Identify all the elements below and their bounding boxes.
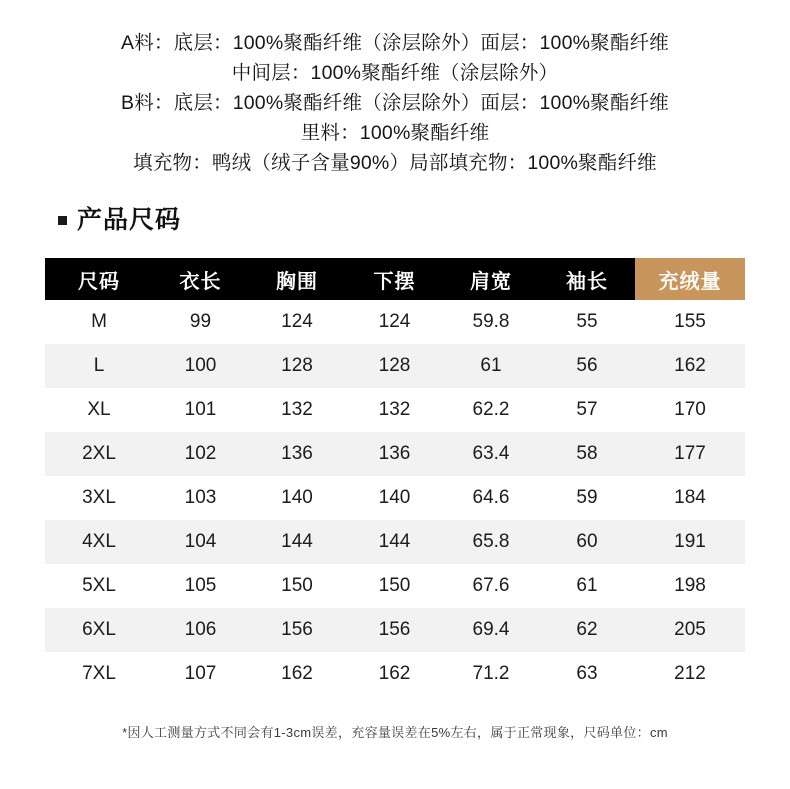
cell-bust: 162	[281, 663, 313, 684]
cell-hem: 156	[378, 619, 411, 640]
material-line: A料：底层：100%聚酯纤维（涂层除外）面层：100%聚酯纤维	[121, 32, 669, 54]
cell-size: XL	[87, 399, 111, 420]
cell-down-fill: 184	[674, 487, 706, 508]
material-composition-block	[0, 0, 790, 178]
cell-size: 4XL	[82, 531, 116, 552]
cell-length: 107	[184, 663, 217, 684]
size-table-container	[45, 258, 745, 696]
table-row	[45, 300, 745, 344]
cell-shoulder: 71.2	[472, 663, 510, 684]
table-row	[45, 652, 745, 696]
cell-size: M	[91, 311, 107, 332]
square-bullet-icon	[58, 216, 67, 225]
cell-length: 104	[184, 531, 217, 552]
measurement-footnote: *因人工测量方式不同会有1-3cm误差，充容量误差在5%左右，属于正常现象，尺码单位：cm	[122, 725, 668, 740]
cell-bust: 156	[281, 619, 313, 640]
size-table-body	[45, 300, 745, 696]
table-row	[45, 432, 745, 476]
cell-sleeve: 62	[576, 619, 598, 640]
cell-down-fill: 155	[674, 311, 706, 332]
cell-sleeve: 61	[576, 575, 598, 596]
cell-down-fill: 205	[674, 619, 706, 640]
cell-sleeve: 58	[576, 443, 598, 464]
cell-hem: 144	[378, 531, 411, 552]
material-line: 里料：100%聚酯纤维	[300, 122, 490, 144]
table-row	[45, 564, 745, 608]
cell-sleeve: 60	[576, 531, 598, 552]
material-line: 中间层：100%聚酯纤维（涂层除外）	[231, 62, 559, 84]
table-row	[45, 388, 745, 432]
cell-size: 2XL	[82, 443, 116, 464]
cell-hem: 140	[378, 487, 411, 508]
material-line: B料：底层：100%聚酯纤维（涂层除外）面层：100%聚酯纤维	[121, 92, 669, 114]
cell-down-fill: 191	[674, 531, 706, 552]
cell-hem: 150	[378, 575, 411, 596]
size-table-header	[45, 258, 745, 300]
size-table	[45, 258, 745, 696]
cell-hem: 128	[378, 355, 411, 376]
cell-size: 7XL	[82, 663, 116, 684]
cell-size: 3XL	[82, 487, 116, 508]
cell-down-fill: 170	[674, 399, 706, 420]
cell-shoulder: 63.4	[472, 443, 510, 464]
cell-length: 102	[184, 443, 217, 464]
table-row	[45, 608, 745, 652]
table-row	[45, 520, 745, 564]
section-heading	[58, 200, 790, 236]
cell-size: 5XL	[82, 575, 116, 596]
cell-down-fill: 198	[674, 575, 706, 596]
cell-sleeve: 59	[576, 487, 598, 508]
cell-bust: 128	[281, 355, 313, 376]
cell-length: 100	[184, 355, 217, 376]
table-header-row	[45, 258, 745, 300]
cell-down-fill: 162	[674, 355, 706, 376]
cell-sleeve: 56	[576, 355, 598, 376]
cell-shoulder: 65.8	[472, 531, 510, 552]
cell-length: 103	[184, 487, 217, 508]
column-header-bust: 胸围	[248, 258, 346, 300]
cell-shoulder: 61	[480, 355, 502, 376]
cell-sleeve: 63	[576, 663, 598, 684]
cell-shoulder: 64.6	[472, 487, 510, 508]
page-title: 产品尺码	[77, 206, 182, 234]
cell-bust: 132	[281, 399, 313, 420]
cell-down-fill: 212	[674, 663, 706, 684]
cell-shoulder: 62.2	[472, 399, 510, 420]
cell-hem: 124	[378, 311, 411, 332]
cell-sleeve: 57	[576, 399, 598, 420]
cell-bust: 124	[281, 311, 313, 332]
cell-bust: 144	[281, 531, 313, 552]
cell-bust: 150	[281, 575, 313, 596]
column-header-hem: 下摆	[346, 258, 443, 300]
cell-length: 106	[184, 619, 217, 640]
table-row	[45, 476, 745, 520]
cell-shoulder: 69.4	[472, 619, 510, 640]
cell-shoulder: 67.6	[472, 575, 510, 596]
column-header-down-fill: 充绒量	[635, 258, 745, 300]
cell-sleeve: 55	[576, 311, 598, 332]
column-header-sleeve: 袖长	[539, 258, 635, 300]
column-header-length: 衣长	[153, 258, 248, 300]
cell-length: 101	[184, 399, 217, 420]
material-line: 填充物：鸭绒（绒子含量90%）局部填充物：100%聚酯纤维	[133, 152, 657, 174]
cell-hem: 162	[378, 663, 411, 684]
column-header-shoulder: 肩宽	[443, 258, 539, 300]
cell-length: 105	[184, 575, 217, 596]
cell-bust: 136	[281, 443, 313, 464]
cell-size: L	[93, 355, 105, 376]
cell-hem: 132	[378, 399, 411, 420]
cell-bust: 140	[281, 487, 313, 508]
cell-length: 99	[189, 311, 212, 332]
table-row	[45, 344, 745, 388]
column-header-size: 尺码	[45, 258, 153, 300]
cell-down-fill: 177	[674, 443, 706, 464]
cell-hem: 136	[378, 443, 411, 464]
cell-shoulder: 59.8	[472, 311, 510, 332]
cell-size: 6XL	[82, 619, 116, 640]
